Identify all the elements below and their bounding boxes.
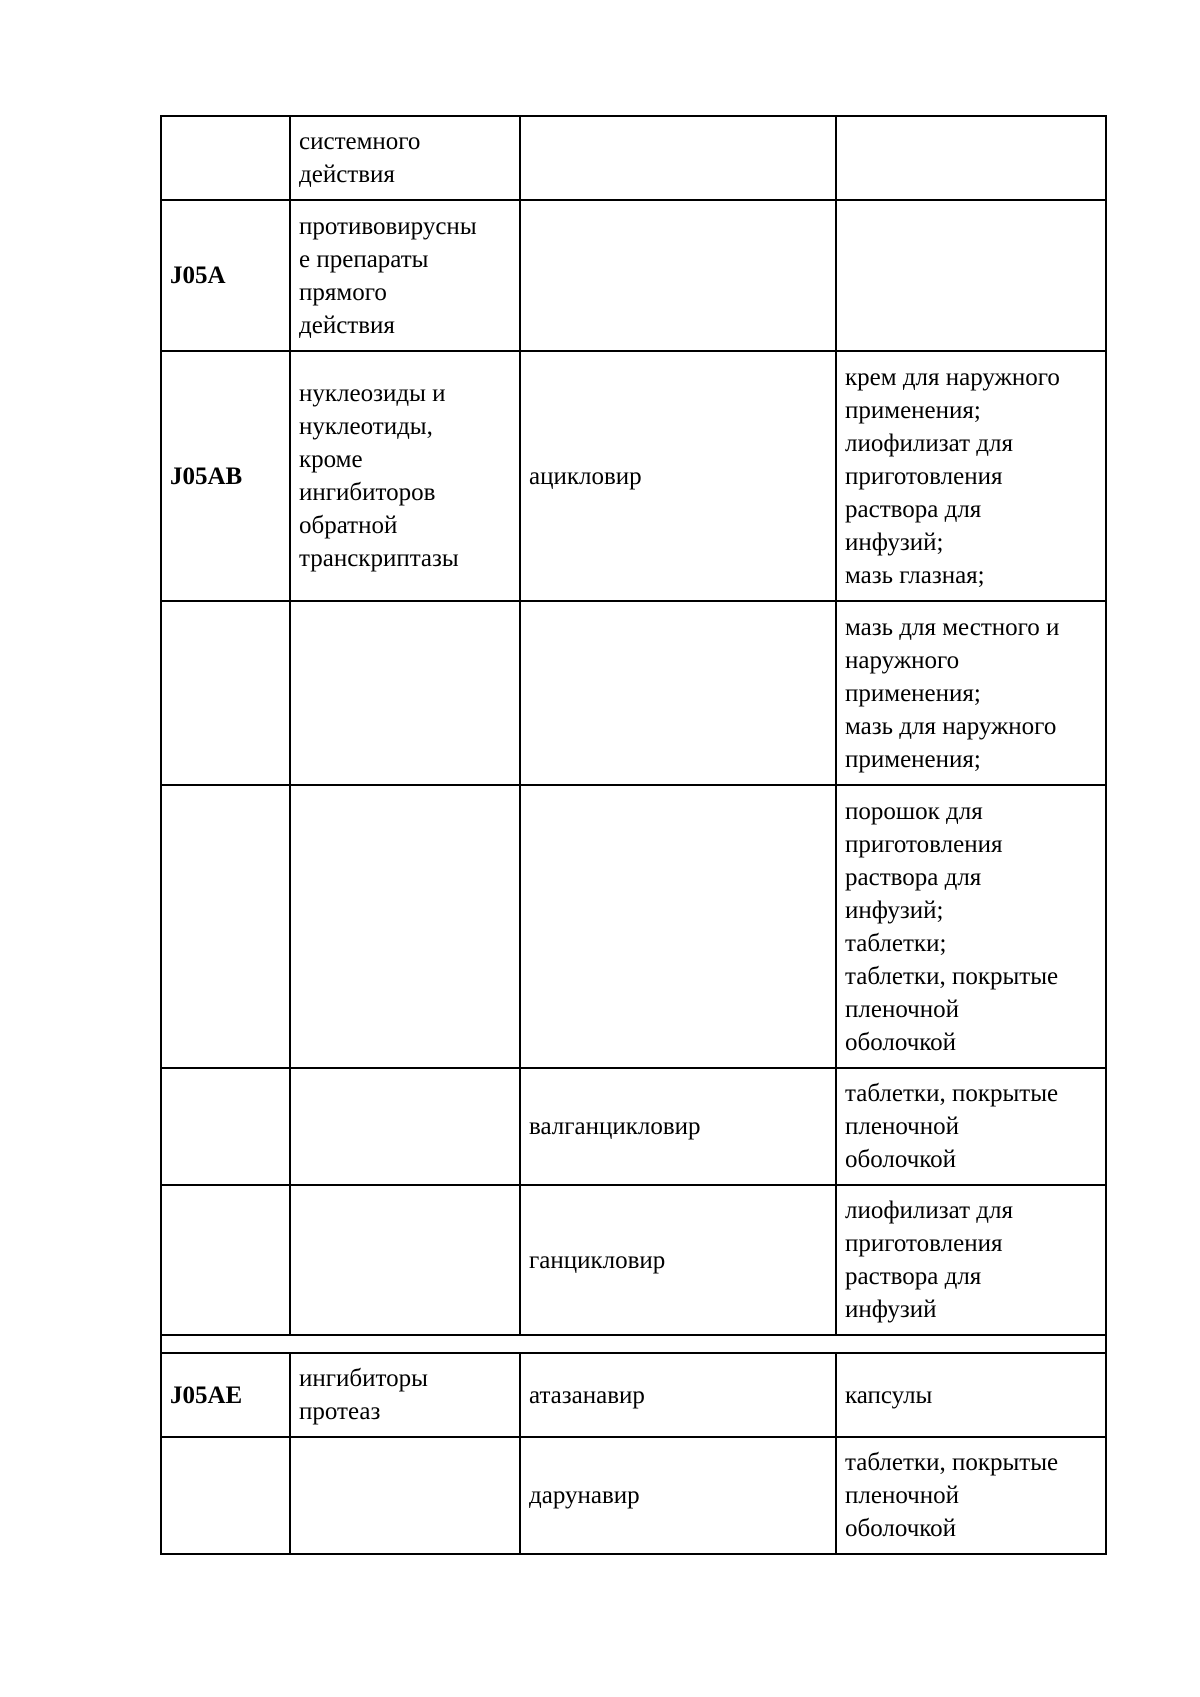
dosage-form-cell xyxy=(836,200,1106,351)
group-name-cell xyxy=(290,1353,520,1437)
drug-classification-table xyxy=(160,115,1107,1555)
table-row xyxy=(161,1185,1106,1335)
table-row xyxy=(161,1437,1106,1554)
dosage-form-line: оболочкой xyxy=(845,1028,957,1056)
dosage-form-line: приготовления xyxy=(845,462,1003,490)
dosage-form-line: мазь для местного и xyxy=(845,613,1060,641)
dosage-form-cell xyxy=(836,1437,1106,1554)
dosage-form-line: лиофилизат для xyxy=(845,1197,1013,1224)
dosage-form-line: раствора для xyxy=(845,495,982,523)
group-name-cell xyxy=(290,785,520,1068)
table-row xyxy=(161,116,1106,200)
substance-cell xyxy=(520,785,836,1068)
group-name-cell xyxy=(290,351,520,601)
atc-code-cell xyxy=(161,785,290,1068)
dosage-form-cell xyxy=(836,601,1106,785)
atc-code-cell: J05A xyxy=(161,200,290,351)
dosage-form-line: пленочной xyxy=(845,1482,960,1509)
group-name-line: действия xyxy=(299,161,395,188)
dosage-form-cell xyxy=(836,1185,1106,1335)
atc-code-cell: J05AE xyxy=(161,1353,290,1437)
dosage-form-line: капсулы xyxy=(845,1381,933,1409)
group-name-cell xyxy=(290,1185,520,1335)
dosage-form-cell xyxy=(836,785,1106,1068)
substance-cell xyxy=(520,116,836,200)
substance-cell: валганцикловир xyxy=(520,1068,836,1185)
table-row xyxy=(161,1068,1106,1185)
table-row xyxy=(161,351,1106,601)
table-row xyxy=(161,200,1106,351)
dosage-form-line: пленочной xyxy=(845,995,960,1023)
atc-code-cell xyxy=(161,1068,290,1185)
dosage-form-line: крем для наружного xyxy=(845,363,1060,391)
dosage-form-cell xyxy=(836,1068,1106,1185)
table-spacer-row xyxy=(161,1335,1106,1353)
group-name-cell xyxy=(290,1068,520,1185)
dosage-form-line: приготовления xyxy=(845,830,1003,858)
atc-code-cell xyxy=(161,116,290,200)
spacer-cell xyxy=(161,1335,1106,1353)
table-row xyxy=(161,1353,1106,1437)
substance-cell xyxy=(520,200,836,351)
dosage-form-line: применения; xyxy=(845,679,981,707)
dosage-form-line: применения; xyxy=(845,396,981,424)
group-name-cell xyxy=(290,1437,520,1554)
dosage-form-cell xyxy=(836,1353,1106,1437)
group-name-line: действия xyxy=(299,311,395,339)
group-name-cell xyxy=(290,116,520,200)
dosage-form-line: применения; xyxy=(845,745,981,773)
group-name-line: противовирусны xyxy=(299,212,477,240)
dosage-form-line: таблетки, покрытые xyxy=(845,962,1059,990)
group-name-line: нуклеозиды и xyxy=(299,380,446,407)
group-name-line: прямого xyxy=(299,278,387,306)
group-name-line: обратной xyxy=(299,512,398,539)
group-name-line: системного xyxy=(299,128,421,155)
group-name-line: протеаз xyxy=(299,1398,381,1425)
group-name-line: нуклеотиды, xyxy=(299,413,433,440)
dosage-form-cell xyxy=(836,351,1106,601)
group-name-line: ингибиторов xyxy=(299,479,436,506)
dosage-form-line: наружного xyxy=(845,646,960,674)
substance-cell: атазанавир xyxy=(520,1353,836,1437)
table-row xyxy=(161,601,1106,785)
dosage-form-line: порошок для xyxy=(845,797,983,825)
dosage-form-line: оболочкой xyxy=(845,1515,957,1542)
substance-cell xyxy=(520,601,836,785)
group-name-line: кроме xyxy=(299,446,363,473)
atc-code-cell: J05AB xyxy=(161,351,290,601)
dosage-form-line: приготовления xyxy=(845,1230,1003,1257)
dosage-form-line: инфузий xyxy=(845,1296,937,1323)
group-name-line: транскриптазы xyxy=(299,545,459,572)
dosage-form-line: раствора для xyxy=(845,1263,982,1290)
dosage-form-line: таблетки; xyxy=(845,929,947,957)
dosage-form-cell xyxy=(836,116,1106,200)
dosage-form-line: пленочной xyxy=(845,1113,960,1140)
substance-cell: дарунавир xyxy=(520,1437,836,1554)
atc-code-cell xyxy=(161,601,290,785)
substance-cell: ганцикловир xyxy=(520,1185,836,1335)
dosage-form-line: инфузий; xyxy=(845,896,944,924)
dosage-form-line: таблетки, покрытые xyxy=(845,1080,1059,1107)
atc-code-cell xyxy=(161,1437,290,1554)
group-name-line: ингибиторы xyxy=(299,1365,428,1392)
dosage-form-line: раствора для xyxy=(845,863,982,891)
dosage-form-line: мазь глазная; xyxy=(845,561,985,589)
group-name-line: е препараты xyxy=(299,245,429,273)
dosage-form-line: таблетки, покрытые xyxy=(845,1449,1059,1476)
table-row xyxy=(161,785,1106,1068)
group-name-cell xyxy=(290,200,520,351)
group-name-cell xyxy=(290,601,520,785)
dosage-form-line: оболочкой xyxy=(845,1146,957,1173)
atc-code-cell xyxy=(161,1185,290,1335)
dosage-form-line: лиофилизат для xyxy=(845,429,1013,457)
dosage-form-line: мазь для наружного xyxy=(845,712,1057,740)
dosage-form-line: инфузий; xyxy=(845,528,944,556)
substance-cell: ацикловир xyxy=(520,351,836,601)
